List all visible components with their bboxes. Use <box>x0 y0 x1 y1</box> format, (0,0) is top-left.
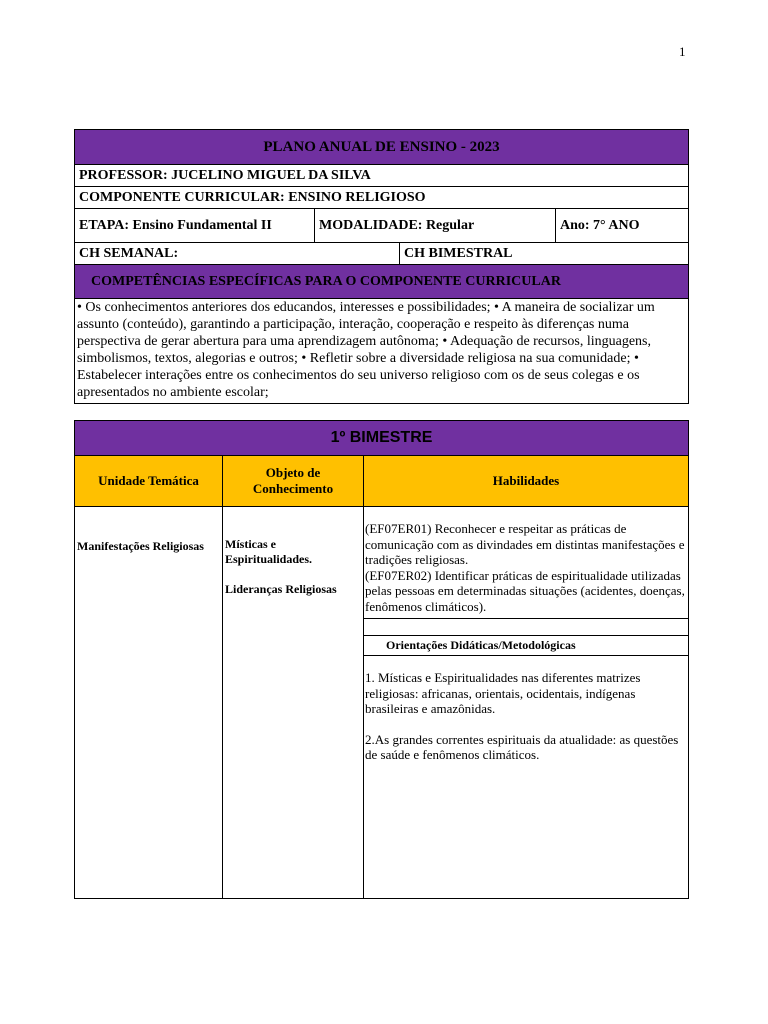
modalidade-field: MODALIDADE: Regular <box>315 209 556 243</box>
objeto-item-2: Lideranças Religiosas <box>225 582 337 596</box>
competencias-text: • Os conhecimentos anteriores dos educandos, interesses e possibilidades; • A maneira de socializar um assunto (conteúdo), garantindo a participação, interação, cooperação e respeito às diferenças numa perspectiva de gerar abertura para uma aprendizagem autônoma; • Adequação de recursos, linguagens, simbolismos, textos, alegorias e outros; • Refletir sobre a diversidade religiosa na sua comunidade; • Estabelecer interações entre os conhecimentos do seu universo religioso com os de seus colegas e os apresentados no ambiente escolar; <box>75 299 689 404</box>
bimestre-table <box>74 420 689 899</box>
habilidades-cell <box>364 507 689 899</box>
header-objeto: Objeto de Conhecimento <box>223 456 364 507</box>
objeto-cell <box>223 507 364 899</box>
etapa-field: ETAPA: Ensino Fundamental II <box>75 209 315 243</box>
orientacao-1: 1. Místicas e Espiritualidades nas diferentes matrizes religiosas: africanas, orientais, ocidentais, indígenas brasileiras e amazônidas. <box>365 670 641 716</box>
orientacoes-title: Orientações Didáticas/Metodológicas <box>364 635 688 656</box>
unidade-cell <box>75 507 223 899</box>
ano-field: Ano: 7° ANO <box>556 209 689 243</box>
habilidade-2: (EF07ER02) Identificar práticas de espiritualidade utilizadas pelas pessoas em determinadas situações (acidentes, doenças, fenômenos climáticos). <box>365 567 685 614</box>
orientacao-2: 2.As grandes correntes espirituais da atualidade: as questões de saúde e fenômenos climáticos. <box>365 731 679 762</box>
habilidade-1: (EF07ER01) Reconhecer e respeitar as práticas de comunicação com as divindades em distintas manifestações e tradições religiosas. <box>365 521 685 567</box>
header-unidade: Unidade Temática <box>75 456 223 507</box>
professor-field: PROFESSOR: JUCELINO MIGUEL DA SILVA <box>75 165 689 187</box>
bimestre-title: 1º BIMESTRE <box>75 421 689 456</box>
page-number: 1 <box>679 44 686 59</box>
header-habilidades: Habilidades <box>364 456 689 507</box>
objeto-item-1: Místicas e Espiritualidades. <box>225 537 313 566</box>
plan-title: PLANO ANUAL DE ENSINO - 2023 <box>75 130 689 165</box>
competencias-title: COMPETÊNCIAS ESPECÍFICAS PARA O COMPONENTE CURRICULAR <box>75 265 689 299</box>
componente-field: COMPONENTE CURRICULAR: ENSINO RELIGIOSO <box>75 187 689 209</box>
divider-row <box>364 618 688 635</box>
ch-semanal-field: CH SEMANAL: <box>75 243 400 265</box>
unidade-text: Manifestações Religiosas <box>77 539 204 553</box>
plan-header-table <box>74 129 689 404</box>
ch-bimestral-field: CH BIMESTRAL <box>400 243 689 265</box>
